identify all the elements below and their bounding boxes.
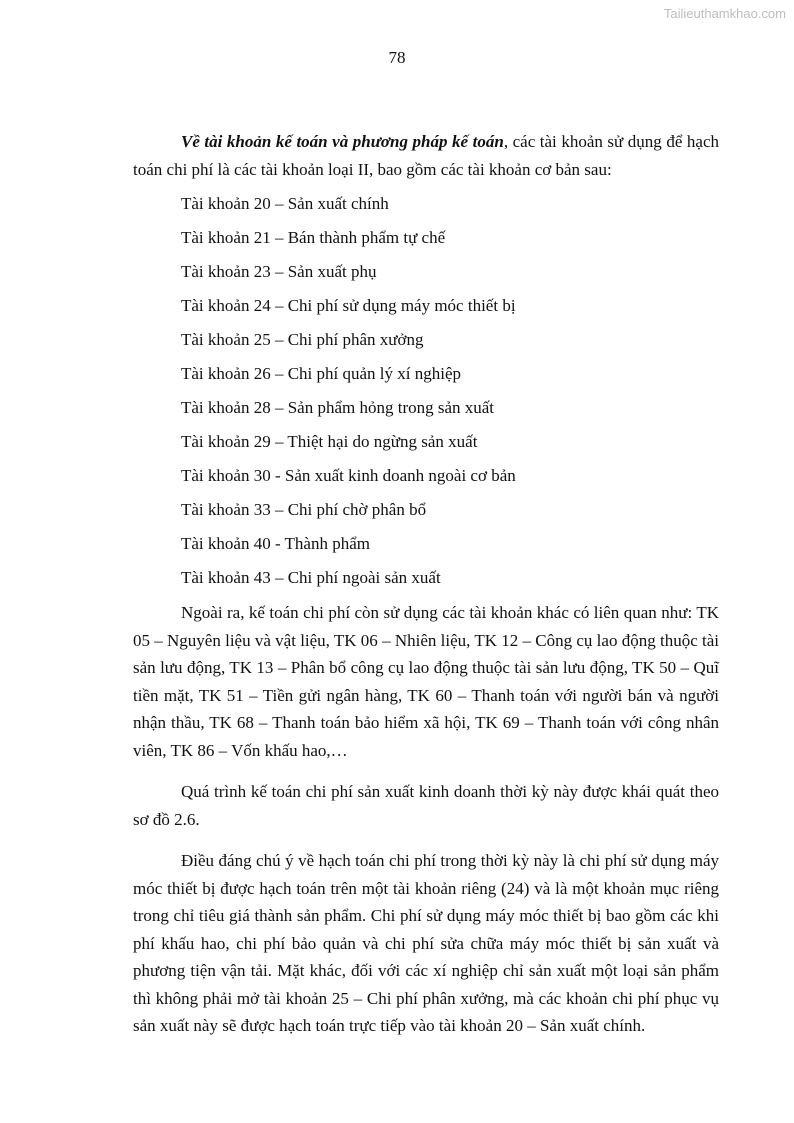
- document-body: [133, 128, 719, 1054]
- intro-lead: Về tài khoản kế toán và phương pháp kế toán: [181, 132, 504, 151]
- account-item: Tài khoản 26 – Chi phí quản lý xí nghiệp: [181, 364, 461, 383]
- account-list: [133, 187, 719, 595]
- account-item: Tài khoản 43 – Chi phí ngoài sản xuất: [181, 568, 441, 587]
- account-item: Tài khoản 28 – Sản phẩm hỏng trong sản xuất: [181, 398, 495, 417]
- account-item: Tài khoản 33 – Chi phí chờ phân bổ: [181, 500, 427, 519]
- watermark: Tailieuthamkhao.com: [663, 6, 786, 21]
- notes-paragraph: Điều đáng chú ý về hạch toán chi phí trong thời kỳ này là chi phí sử dụng máy móc thiết bị được hạch toán trên một tài khoản riêng (24) và là một khoản mục riêng trong chỉ tiêu giá thành sản phẩm. Chi phí sử dụng máy móc thiết bị bao gồm các khi phí khấu hao, chi phí bảo quản và chi phí sửa chữa máy móc thiết bị sản xuất và phương tiện vận tải. Mặt khác, đối với các xí nghiệp chỉ sản xuất một loại sản phẩm thì không phải mở tài khoản 25 – Chi phí phân xưởng, mà các khoản chi phí phục vụ sản xuất này sẽ được hạch toán trực tiếp vào tài khoản 20 – Sản xuất chính.: [133, 851, 719, 1035]
- intro-paragraph: [133, 128, 719, 183]
- account-item: Tài khoản 40 - Thành phẩm: [181, 534, 371, 553]
- account-item: Tài khoản 21 – Bán thành phẩm tự chế: [181, 228, 446, 247]
- process-paragraph: Quá trình kế toán chi phí sản xuất kinh doanh thời kỳ này được khái quát theo sơ đồ 2.6.: [133, 782, 719, 829]
- account-item: Tài khoản 29 – Thiệt hại do ngừng sản xuất: [181, 432, 478, 451]
- account-item: Tài khoản 25 – Chi phí phân xưởng: [181, 330, 424, 349]
- other-accounts-paragraph: Ngoài ra, kế toán chi phí còn sử dụng các tài khoản khác có liên quan như: TK 05 – Nguyên liệu và vật liệu, TK 06 – Nhiên liệu, TK 12 – Công cụ lao động thuộc tài sản lưu động, TK 13 – Phân bổ công cụ lao động thuộc tài sản lưu động, TK 50 – Quĩ tiền mặt, TK 51 – Tiền gửi ngân hàng, TK 60 – Thanh toán với người bán và người nhận thầu, TK 68 – Thanh toán bảo hiểm xã hội, TK 69 – Thanh toán với công nhân viên, TK 86 – Vốn khấu hao,…: [133, 603, 719, 760]
- account-item: Tài khoản 30 - Sản xuất kinh doanh ngoài cơ bản: [181, 466, 516, 485]
- account-item: Tài khoản 24 – Chi phí sử dụng máy móc thiết bị: [181, 296, 516, 315]
- intro-rest: , các tài khoản sử dụng để hạch toán chi phí là các tài khoản loại II, bao gồm các tài khoản cơ bản sau:: [133, 132, 720, 179]
- account-item: Tài khoản 23 – Sản xuất phụ: [181, 262, 377, 281]
- page-number: 78: [388, 48, 406, 67]
- account-item: Tài khoản 20 – Sản xuất chính: [181, 194, 389, 213]
